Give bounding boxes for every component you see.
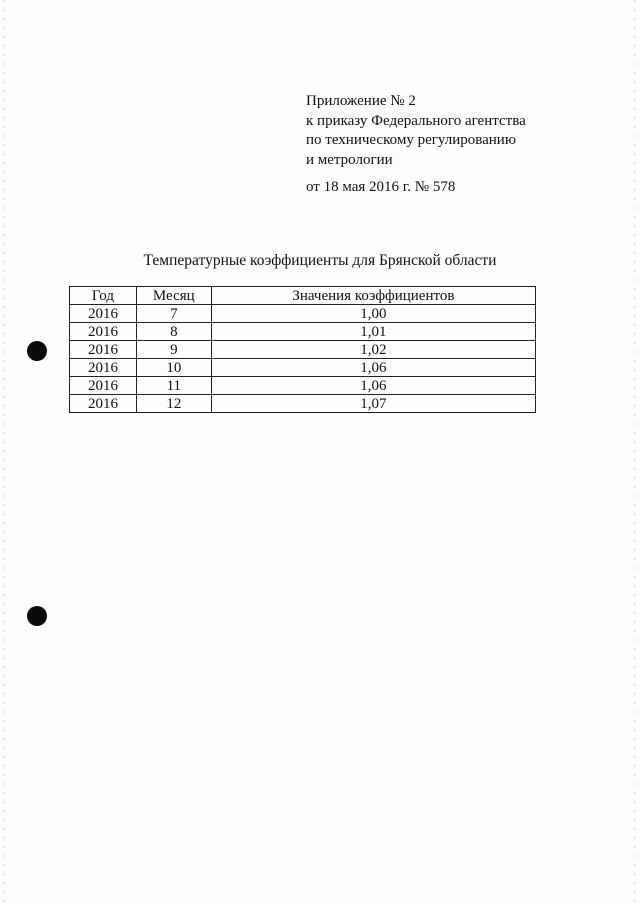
cell-year: 2016 xyxy=(70,305,137,323)
table-row xyxy=(70,305,536,323)
cell-year: 2016 xyxy=(70,377,137,395)
cell-month: 9 xyxy=(136,341,211,359)
column-header-value: Значения коэффициентов xyxy=(211,287,535,305)
table-row xyxy=(70,341,536,359)
table-row xyxy=(70,323,536,341)
table-row xyxy=(70,359,536,377)
column-header-month: Месяц xyxy=(136,287,211,305)
cell-month: 7 xyxy=(136,305,211,323)
cell-year: 2016 xyxy=(70,323,137,341)
annex-agency-line: по техническому регулированию xyxy=(306,132,517,148)
cell-value: 1,02 xyxy=(211,341,535,359)
cell-value: 1,07 xyxy=(211,395,535,413)
scan-edge-right xyxy=(634,0,635,905)
cell-value: 1,06 xyxy=(211,359,535,377)
table-row xyxy=(70,377,536,395)
binder-hole-mark xyxy=(27,341,47,361)
annex-number: Приложение № 2 xyxy=(306,93,416,109)
table-row xyxy=(70,395,536,413)
cell-value: 1,06 xyxy=(211,377,535,395)
cell-month: 10 xyxy=(136,359,211,377)
cell-year: 2016 xyxy=(70,359,137,377)
annex-header xyxy=(306,92,606,198)
cell-year: 2016 xyxy=(70,341,137,359)
cell-month: 8 xyxy=(136,323,211,341)
cell-month: 12 xyxy=(136,395,211,413)
cell-year: 2016 xyxy=(70,395,137,413)
binder-hole-mark xyxy=(27,606,47,626)
annex-agency-line-end: и метрологии xyxy=(306,151,393,168)
cell-month: 11 xyxy=(136,377,211,395)
scan-edge-left xyxy=(3,0,4,905)
coefficients-table xyxy=(69,286,536,413)
annex-order-ref: к приказу Федерального агентства xyxy=(306,112,526,129)
document-title: Температурные коэффициенты для Брянской области xyxy=(143,252,497,269)
table-header-row xyxy=(70,287,536,305)
column-header-year: Год xyxy=(70,287,137,305)
cell-value: 1,01 xyxy=(211,323,535,341)
cell-value: 1,00 xyxy=(211,305,535,323)
annex-date: от 18 мая 2016 г. № 578 xyxy=(306,179,456,195)
